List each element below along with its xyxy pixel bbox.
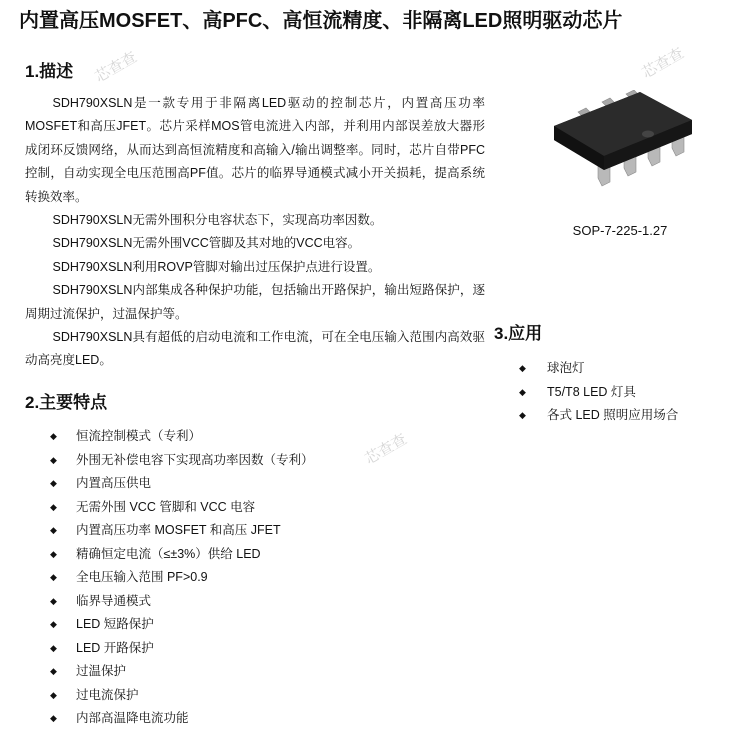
list-item-text: 全电压输入范围 PF>0.9	[76, 570, 208, 584]
watermark: 芯查查	[362, 430, 410, 468]
bullet-icon: ◆	[50, 548, 57, 559]
applications-heading: 3.应用	[494, 324, 543, 343]
bullet-icon: ◆	[50, 572, 57, 582]
description-paragraph: SDH790XSLN内部集成各种保护功能，包括输出开路保护，输出短路保护，逐周期过流保护，过温保护等。	[25, 283, 485, 321]
list-item-text: 临界导通模式	[76, 593, 152, 608]
list-item	[519, 357, 678, 381]
list-item	[50, 637, 314, 661]
list-item	[50, 472, 314, 496]
list-item-text: 外围无补偿电容下实现高功率因数（专利）	[76, 452, 314, 467]
applications-list	[519, 357, 678, 428]
list-item-text: 内部高温降电流功能	[76, 711, 189, 725]
page-title: 内置高压MOSFET、高PFC、高恒流精度、非隔离LED照明驱动芯片	[19, 10, 623, 32]
list-item-text: 内置高压功率 MOSFET 和高压 JFET	[76, 523, 281, 537]
watermark: 芯查查	[92, 48, 140, 86]
bullet-icon: ◆	[50, 619, 57, 629]
bullet-icon: ◆	[50, 595, 57, 606]
list-item	[50, 449, 314, 473]
bullet-icon: ◆	[50, 454, 57, 465]
list-item	[50, 684, 314, 708]
list-item-text: 内置高压供电	[76, 476, 152, 490]
bullet-icon: ◆	[50, 478, 57, 488]
list-item	[50, 707, 314, 731]
description-paragraph: SDH790XSLN无需外围VCC管脚及其对地的VCC电容。	[52, 236, 361, 251]
watermark: 芯查查	[639, 44, 687, 82]
list-item	[50, 425, 314, 449]
description-body	[25, 92, 485, 373]
list-item-text: 过电流保护	[76, 687, 139, 702]
bullet-icon: ◆	[50, 666, 57, 676]
list-item	[519, 404, 678, 428]
list-item	[50, 590, 314, 614]
bullet-icon: ◆	[50, 431, 57, 441]
bullet-icon: ◆	[519, 386, 526, 397]
list-item	[50, 660, 314, 684]
description-paragraph: SDH790XSLN是一款专用于非隔离LED驱动的控制芯片，内置高压功率MOSFET和高压JFET。芯片采样MOS管电流进入内部，并利用内部误差放大器形成闭环反馈网络，从而达到高恒流精度和高输入/输出调整率。同时，芯片自带PFC控制，自动实现全电压范围高PF值。芯片的临界导通模式减小开关损耗，提高系统转换效率。	[25, 96, 485, 204]
list-item-text: LED 短路保护	[76, 617, 154, 631]
list-item-text: 过温保护	[76, 664, 127, 678]
list-item-text: 无需外围 VCC 管脚和 VCC 电容	[76, 499, 256, 514]
bullet-icon: ◆	[50, 501, 57, 512]
list-item-text: 各式 LED 照明应用场合	[547, 408, 679, 422]
list-item-text: 球泡灯	[547, 361, 585, 375]
bullet-icon: ◆	[519, 363, 526, 373]
features-heading: 2.主要特点	[25, 393, 108, 412]
description-heading: 1.描述	[25, 62, 74, 81]
bullet-icon: ◆	[50, 525, 57, 535]
features-list	[50, 425, 314, 731]
bullet-icon: ◆	[50, 689, 57, 700]
list-item	[50, 496, 314, 520]
list-item-text: T5/T8 LED 灯具	[547, 384, 636, 399]
list-item-text: 精确恒定电流（≤±3%）供给 LED	[76, 546, 261, 561]
bullet-icon: ◆	[50, 642, 57, 653]
list-item-text: LED 开路保护	[76, 640, 154, 655]
description-paragraph: SDH790XSLN利用ROVP管脚对输出过压保护点进行设置。	[52, 259, 381, 274]
package-label: SOP-7-225-1.27	[572, 223, 668, 238]
bullet-icon: ◆	[50, 713, 57, 723]
chip-package-image	[540, 90, 710, 210]
list-item	[50, 566, 314, 590]
description-paragraph: SDH790XSLN具有超低的启动电流和工作电流，可在全电压输入范围内高效驱动高亮度LED。	[25, 330, 485, 368]
list-item	[50, 519, 314, 543]
bullet-icon: ◆	[519, 410, 526, 420]
list-item-text: 恒流控制模式（专利）	[76, 429, 202, 443]
list-item	[50, 613, 314, 637]
list-item	[519, 381, 678, 405]
list-item	[50, 543, 314, 567]
description-paragraph: SDH790XSLN无需外围积分电容状态下，实现高功率因数。	[52, 213, 383, 228]
